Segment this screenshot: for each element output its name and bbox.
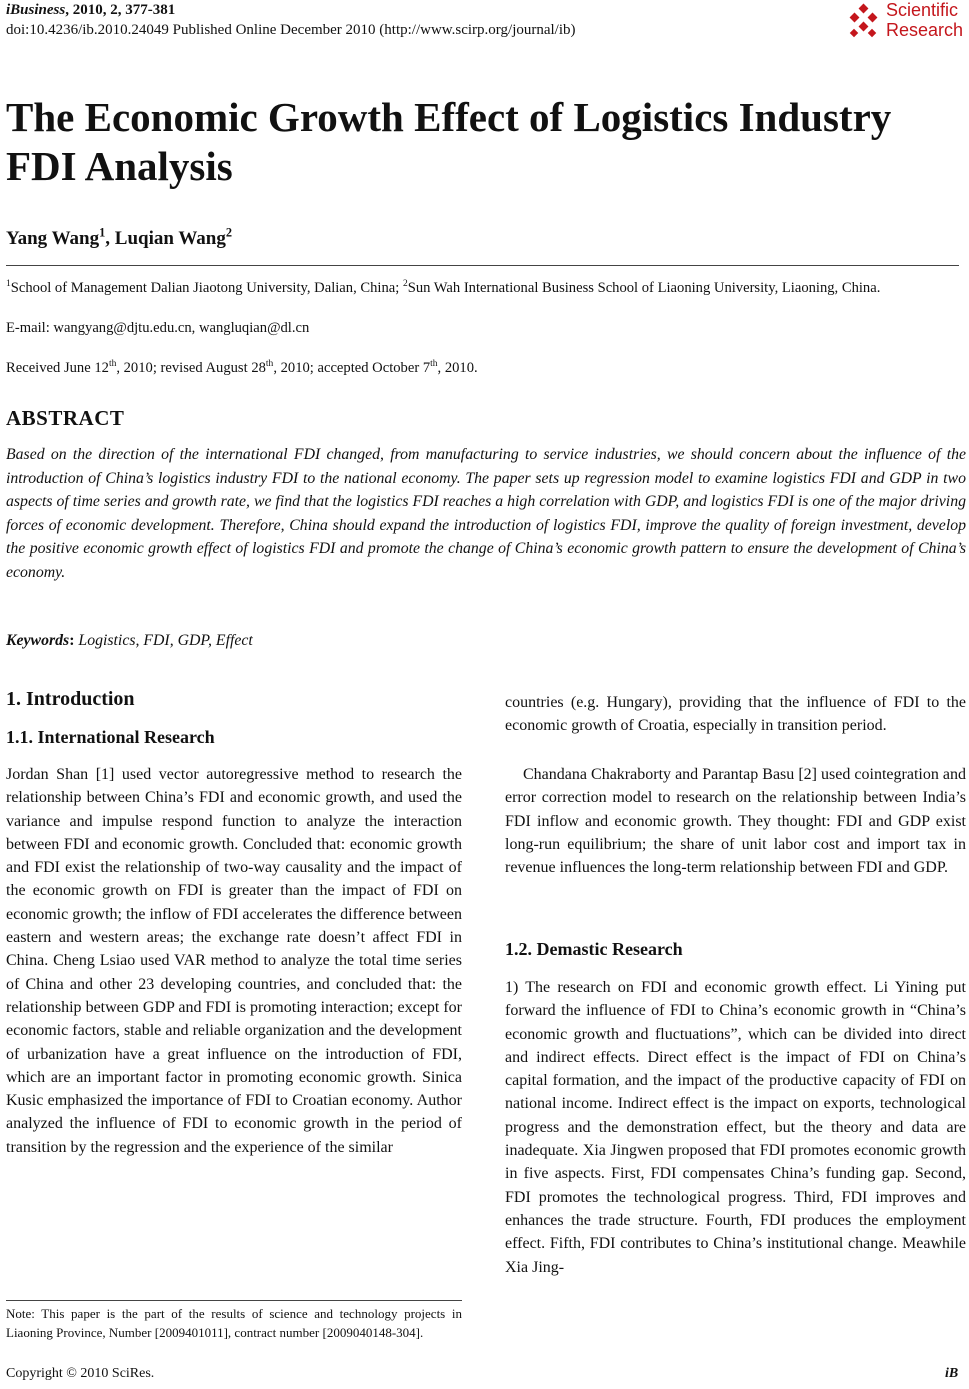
logo-text-line1: Scientific bbox=[886, 0, 959, 20]
journal-citation bbox=[6, 2, 175, 19]
paper-title: The Economic Growth Effect of Logistics Industry FDI Analysis bbox=[6, 94, 892, 189]
keywords-label: Keywords bbox=[6, 632, 70, 649]
publisher-logo bbox=[846, 0, 966, 46]
footnote-rule bbox=[6, 1300, 462, 1301]
paragraph-international: Jordan Shan [1] used vector autoregressive method to research the relationship between China’s FDI and economic growth, and used the variance and impulse respond function to analyze the interaction between FDI and economic growth. Concluded that: economic growth and FDI exist the relationship of two-way causality and the impact of the economic growth on FDI is greater than the impact of FDI on economic growth; the inflow of FDI accelerates the difference between eastern and western areas; the exchange rate doesn’t affect FDI in China. Cheng Lsiao used VAR method to analyze the total time series of China and other 23 developing countries, and concluded that: the relationship between GDP and FDI is promoting interaction; except for economic factors, stable and reliable organization and the development of urbanization have a great influence on the introduction of FDI, which are an important factor in promoting economic growth. Sinica Kusic emphasized the importance of FDI to Croatian economy. Author analyzed the influence of FDI to economic growth in the period of transition by the regression and the experience of the similar bbox=[6, 766, 462, 1156]
logo-text-line2: Research bbox=[886, 20, 964, 40]
abstract-text: Based on the direction of the international FDI changed, from manufacturing to service industries, we should concern about the influence of the introduction of China’s logistics industry FDI to the national economy. The paper sets up regression model to examine logistics FDI and GDP in two aspects of time series and growth rate, we find that the logistics FDI reaches a high correlation with GDP, and logistics FDI is one of the major driving forces of economic development. Therefore, China should expand the introduction of logistics FDI, improve the quality of foreign investment, develop the positive economic growth effect of logistics FDI and promote the change of China’s economic growth pattern to ensure the development of China’s economy. bbox=[6, 446, 966, 581]
email-line: E-mail: wangyang@djtu.edu.cn, wangluqian@dl.cn bbox=[6, 320, 310, 336]
keywords-list: Logistics, FDI, GDP, Effect bbox=[78, 632, 253, 649]
keywords-colon: : bbox=[69, 632, 79, 649]
abstract-heading: ABSTRACT bbox=[6, 406, 125, 430]
received-dates bbox=[6, 360, 478, 377]
logo-icon bbox=[846, 3, 882, 39]
section-heading-introduction: 1. Introduction bbox=[6, 688, 135, 710]
affil-1-mark: 1 bbox=[6, 279, 11, 290]
author-1: Yang Wang bbox=[6, 228, 100, 249]
subsection-heading-domestic: 1.2. Demastic Research bbox=[505, 939, 683, 959]
received-sup-2: th bbox=[265, 359, 274, 370]
copyright: Copyright © 2010 SciRes. bbox=[6, 1366, 155, 1381]
received-b: , 2010; revised August 28 bbox=[116, 360, 266, 376]
received-d: , 2010. bbox=[437, 360, 478, 376]
received-sup-3: th bbox=[430, 359, 438, 370]
citation-info: , 2010, 2, 377-381 bbox=[65, 2, 176, 18]
affil-1: School of Management Dalian Jiaotong University, Dalian, China; bbox=[10, 280, 403, 296]
author-2-affil: 2 bbox=[225, 225, 233, 240]
keywords bbox=[6, 632, 253, 650]
received-a: Received June 12 bbox=[6, 360, 109, 376]
header-rule bbox=[6, 265, 959, 266]
footnote: Note: This paper is the part of the results of science and technology projects in Liaoning Province, Number [2009401011], contract number [2009040148-304]. bbox=[6, 1306, 462, 1340]
journal-abbr: iB bbox=[945, 1366, 959, 1381]
doi-line: doi:10.4236/ib.2010.24049 Published Online December 2010 (http://www.scirp.org/journal/ib) bbox=[6, 22, 576, 38]
author-1-affil: 1 bbox=[99, 225, 106, 240]
journal-name: iBusiness bbox=[6, 2, 66, 18]
paragraph-chakraborty: Chandana Chakraborty and Parantap Basu [2] used cointegration and error correction model to research on the relationship between India’s FDI inflow and economic growth. They thought: FDI and GDP exist long-run equilibrium; the share of unit labor cost and import tax in revenue influences the long-term relationship between FDI and GDP. bbox=[505, 766, 966, 877]
received-c: , 2010; accepted October 7 bbox=[273, 360, 431, 376]
paragraph-international-cont: countries (e.g. Hungary), providing that the influence of FDI to the economic growth of Croatia, especially in transition period. bbox=[505, 694, 966, 735]
author-separator: , bbox=[105, 228, 115, 249]
affil-2: Sun Wah International Business School of Liaoning University, Liaoning, China. bbox=[407, 280, 881, 296]
received-sup-1: th bbox=[108, 359, 117, 370]
author-list bbox=[6, 225, 233, 250]
paragraph-domestic: 1) The research on FDI and economic growth effect. Li Yining put forward the influence of FDI to China’s economic growth in “China’s economic growth and fluctuations”, which can be divided into direct and indirect effects. Direct effect is the impact of FDI on China’s capital formation, and the impact of the productive capacity of FDI on national income. Indirect effect is the impact on exports, technological progress and the demonstration effect, but the theory and data are inadequate. Xia Jingwen proposed that FDI promotes economic growth in five aspects. First, FDI compensates China’s funding gap. Second, FDI promotes the technological progress. Third, FDI improves and enhances the trade structure. Fourth, FDI produces the employment effect. Fifth, FDI contributes to China’s institutional change. Meawhile Xia Jing- bbox=[505, 979, 966, 1276]
subsection-heading-international: 1.1. International Research bbox=[6, 727, 215, 747]
affiliations bbox=[6, 279, 966, 298]
affil-2-mark: 2 bbox=[402, 279, 408, 290]
author-2: Luqian Wang bbox=[114, 228, 226, 249]
